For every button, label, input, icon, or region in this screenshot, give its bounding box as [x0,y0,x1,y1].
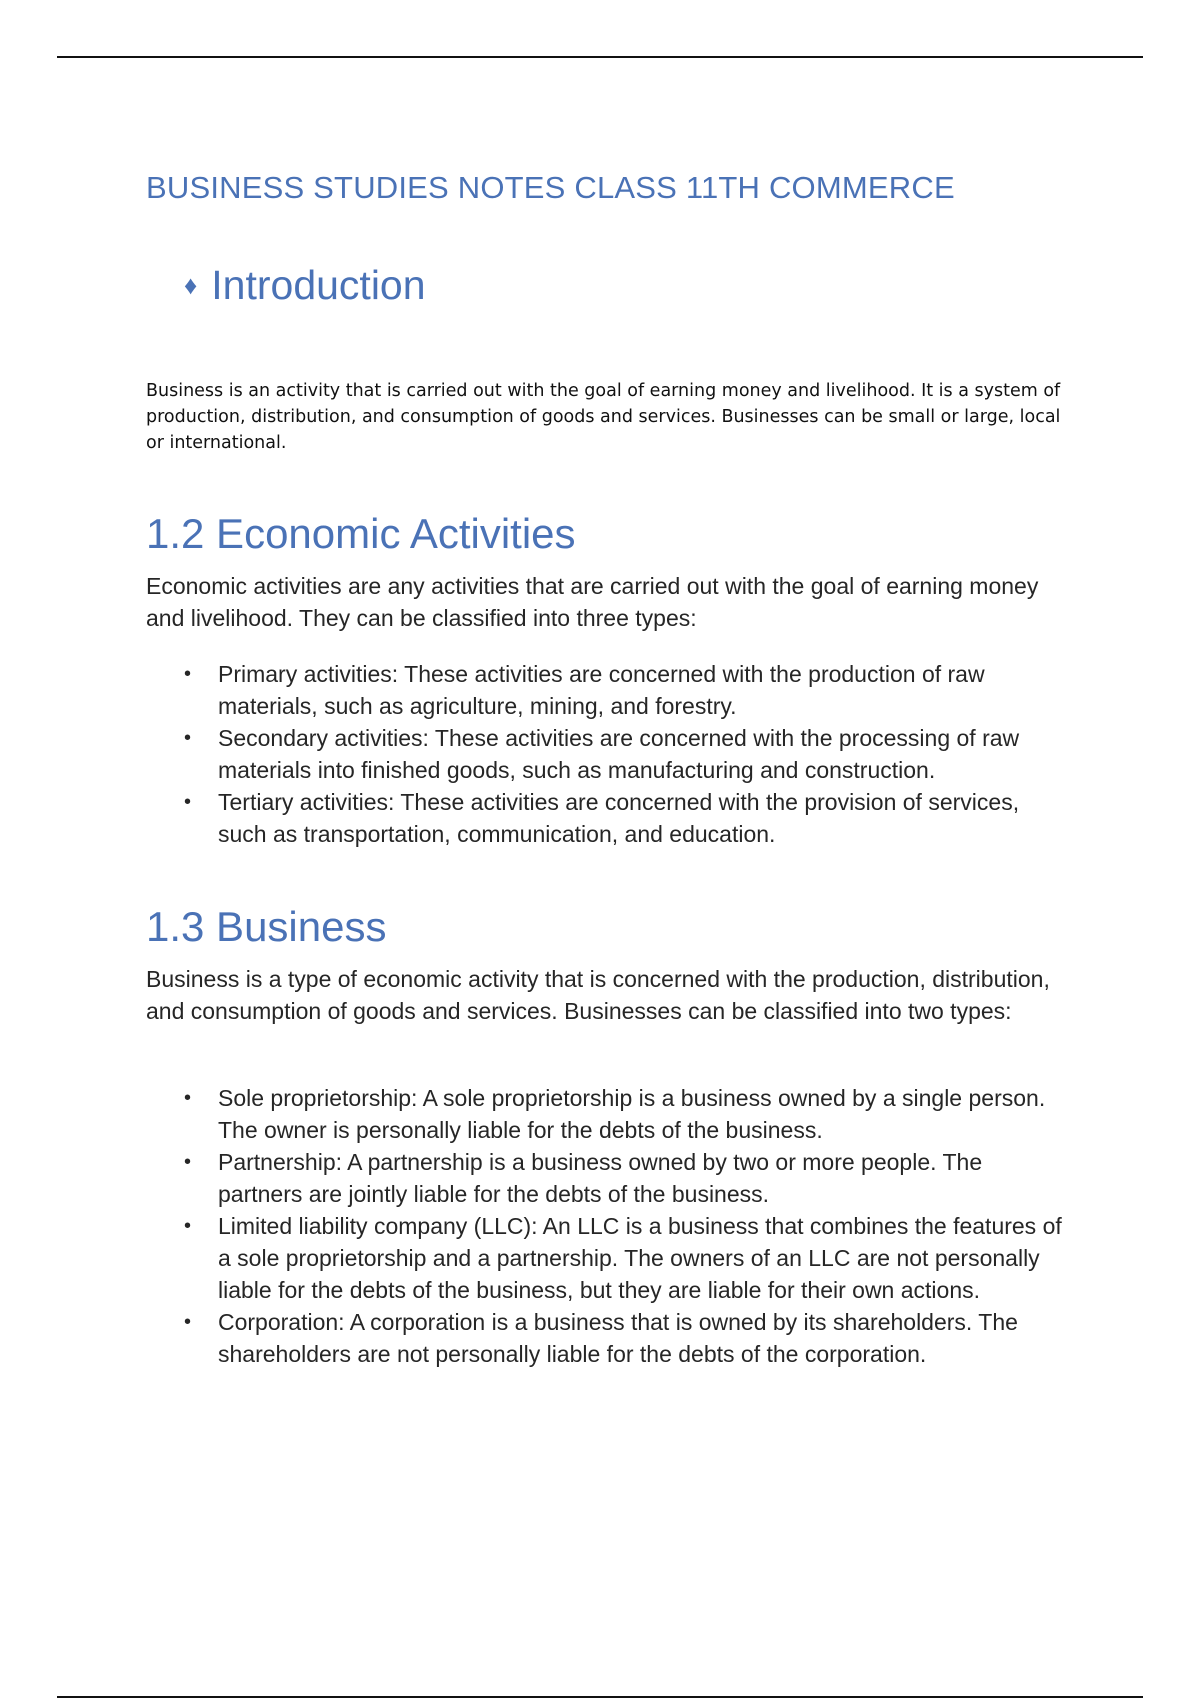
list-item [146,786,1066,850]
list-item [146,1306,1066,1370]
list-item [146,1082,1066,1146]
list-item [146,1210,1066,1306]
section-heading-business: 1.3 Business [146,903,387,950]
list-item [146,1146,1066,1210]
section-heading-economic-activities: 1.2 Economic Activities [146,510,576,557]
section-paragraph-economic-activities: Economic activities are any activities that are carried out with the goal of earning money and livelihood. They can be classified into three types: [146,573,1039,631]
list-item-text: Limited liability company (LLC): An LLC is a business that combines the features of a sole proprietorship and a partnership. The owners of an LLC are not personally liable for the debts of the business, but they are liable for their own actions. [218,1213,1062,1303]
economic-activities-list [146,658,1066,850]
diamond-bullet-icon: ♦ [184,270,198,300]
intro-heading-text: Introduction [211,262,426,308]
list-item-text: Secondary activities: These activities are concerned with the processing of raw materials into finished goods, such as manufacturing and construction. [218,725,1020,783]
business-types-list [146,1082,1066,1370]
list-item-text: Primary activities: These activities are concerned with the production of raw materials, such as agriculture, mining, and forestry. [218,661,985,719]
document-title: BUSINESS STUDIES NOTES CLASS 11TH COMMERCE [146,170,955,205]
list-item-text: Sole proprietorship: A sole proprietorship is a business owned by a single person. The owner is personally liable for the debts of the business. [218,1085,1046,1143]
list-item-text: Partnership: A partnership is a business owned by two or more people. The partners are jointly liable for the debts of the business. [218,1149,983,1207]
list-item-text: Corporation: A corporation is a business that is owned by its shareholders. The shareholders are not personally liable for the debts of the corporation. [218,1309,1018,1367]
section-paragraph-business: Business is a type of economic activity that is concerned with the production, distribution, and consumption of goods and services. Businesses can be classified into two types: [146,966,1050,1024]
bullet-icon: • [184,663,192,685]
intro-heading [184,262,426,309]
bullet-icon: • [184,1215,192,1237]
header-rule [57,56,1143,58]
bullet-icon: • [184,1151,192,1173]
list-item [146,658,1066,722]
bullet-icon: • [184,791,192,813]
bullet-icon: • [184,1311,192,1333]
bullet-icon: • [184,1087,192,1109]
footer-rule [57,1696,1143,1698]
intro-paragraph: Business is an activity that is carried out with the goal of earning money and livelihood. It is a system of production, distribution, and consumption of goods and services. Businesses can be small or large, local or international. [146,381,1061,453]
bullet-icon: • [184,727,192,749]
list-item [146,722,1066,786]
list-item-text: Tertiary activities: These activities are concerned with the provision of services, such as transportation, communication, and education. [218,789,1020,847]
